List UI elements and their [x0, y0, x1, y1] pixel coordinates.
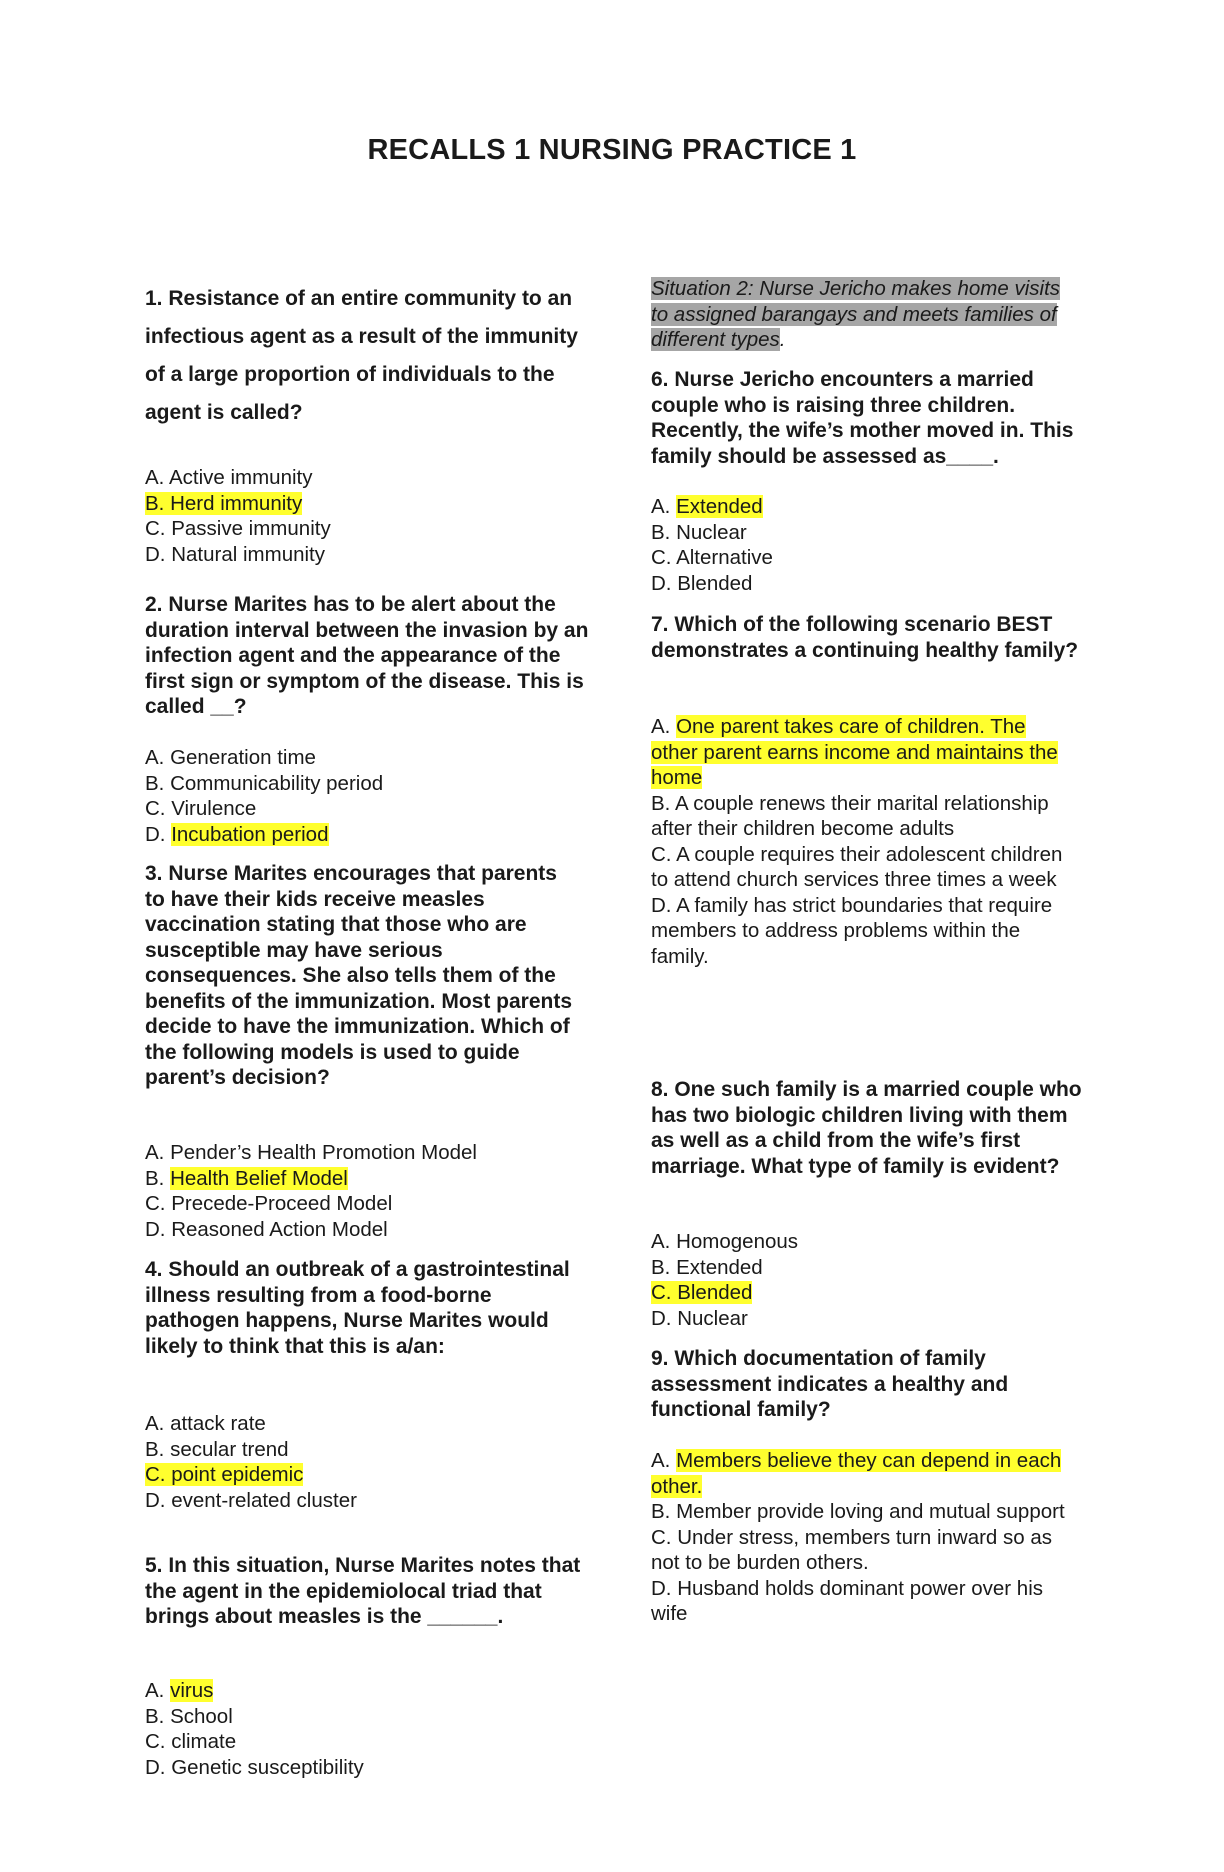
option: C. Under stress, members turn inward so as not to be burden others. — [651, 1525, 1053, 1574]
option: A. Homogenous — [651, 1230, 799, 1253]
option: C. Virulence — [145, 797, 257, 820]
option: D. Natural immunity — [145, 542, 325, 566]
option: A. attack rate — [145, 1412, 266, 1435]
question-8: 8. One such family is a married couple who has two biologic children living with them as well as a child from the wife’s first marriage. What type of family is evident? — [651, 1078, 1082, 1178]
option: B. Member provide loving and mutual support — [651, 1500, 1065, 1523]
question-2-options — [145, 745, 383, 847]
question-9: 9. Which documentation of family assessment indicates a healthy and functional family? — [651, 1347, 1009, 1421]
option: D. Blended — [651, 571, 753, 595]
option-answer: C. Blended — [651, 1281, 753, 1304]
option: A. Active immunity — [145, 466, 313, 489]
question-3: 3. Nurse Marites encourages that parents to have their kids receive measles vaccination stating that those who are susceptible may have serious consequences. She also tells them of the benefits of the immunization. Most parents decide to have the immunization. Which of the following models is used to guide parent’s decision? — [145, 862, 573, 1089]
question-4: 4. Should an outbreak of a gastrointestinal illness resulting from a food-borne pathogen happens, Nurse Marites would likely to think that this is a/an: — [145, 1258, 570, 1358]
option: C. Alternative — [651, 546, 773, 569]
option: B. secular trend — [145, 1437, 289, 1461]
option-answer: C. point epidemic — [145, 1463, 304, 1486]
option-answer: A. virus — [145, 1679, 214, 1702]
option-answer: B. Herd immunity — [145, 491, 303, 515]
question-3-options — [145, 1140, 477, 1242]
option: D. A family has strict boundaries that require members to address problems within the family. — [651, 893, 1053, 968]
option: D. Reasoned Action Model — [145, 1217, 388, 1241]
option: A. Generation time — [145, 746, 316, 769]
question-6-options — [651, 494, 773, 596]
situation-2: Situation 2: Nurse Jericho makes home visits to assigned barangays and meets families of different types. — [651, 277, 1061, 351]
option: B. A couple renews their marital relationship after their children become adults — [651, 791, 1049, 840]
question-5: 5. In this situation, Nurse Marites notes that the agent in the epidemiolocal triad that brings about measles is the ______. — [145, 1554, 581, 1628]
option: D. Husband holds dominant power over his wife — [651, 1576, 1043, 1625]
option: A. Pender’s Health Promotion Model — [145, 1141, 477, 1164]
option: C. Passive immunity — [145, 517, 331, 540]
question-1-options — [145, 465, 331, 567]
question-6: 6. Nurse Jericho encounters a married couple who is raising three children. Recently, the wife’s mother moved in. This family should be assessed as____. — [651, 368, 1074, 468]
option-answer: A. Extended — [651, 495, 763, 518]
option-answer: A. Members believe they can depend in each other. — [651, 1449, 1062, 1498]
option: C. A couple requires their adolescent children to attend church services three times a week — [651, 842, 1063, 891]
question-8-options — [651, 1229, 798, 1331]
option: D. Genetic susceptibility — [145, 1755, 364, 1779]
page-title: RECALLS 1 NURSING PRACTICE 1 — [367, 134, 857, 166]
question-5-options — [145, 1678, 364, 1780]
question-1: 1. Resistance of an entire community to an infectious agent as a result of the immunity of a large proportion of individuals to the agent is called? — [145, 287, 578, 424]
option: B. Extended — [651, 1255, 763, 1279]
option: B. Communicability period — [145, 771, 384, 795]
option-answer: D. Incubation period — [145, 822, 329, 846]
option-answer: A. One parent takes care of children. The other parent earns income and maintains the home — [651, 715, 1058, 789]
question-4-options — [145, 1411, 357, 1513]
question-2: 2. Nurse Marites has to be alert about the duration interval between the invasion by an infection agent and the appearance of the first sign or symptom of the disease. This is called __? — [145, 593, 589, 718]
question-7-options — [651, 714, 1071, 969]
option: B. School — [145, 1704, 233, 1728]
option: C. climate — [145, 1730, 237, 1753]
option: D. event-related cluster — [145, 1488, 357, 1512]
option: D. Nuclear — [651, 1306, 748, 1330]
question-7: 7. Which of the following scenario BEST demonstrates a continuing healthy family? — [651, 613, 1079, 662]
option: B. Nuclear — [651, 520, 747, 544]
option: C. Precede-Proceed Model — [145, 1192, 393, 1215]
option-answer: B. Health Belief Model — [145, 1166, 348, 1190]
question-9-options — [651, 1448, 1071, 1627]
